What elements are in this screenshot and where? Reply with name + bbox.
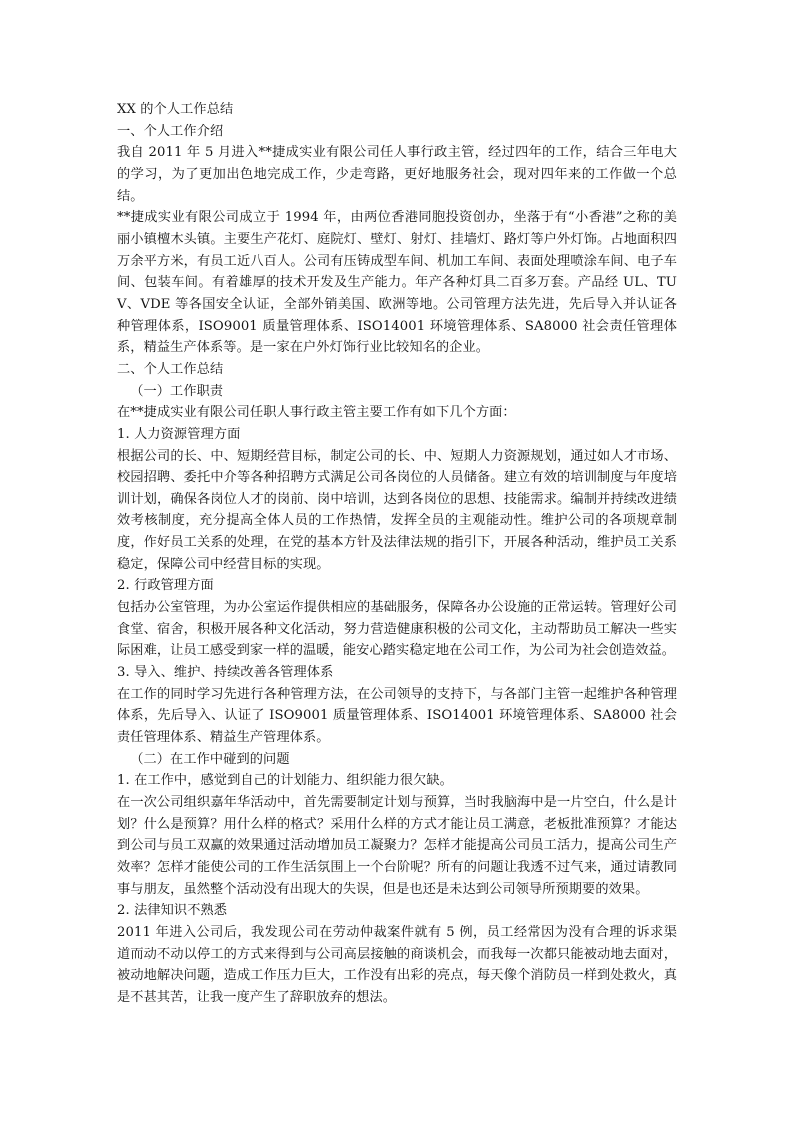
list-heading-administration: 2. 行政管理方面: [117, 578, 214, 594]
list-heading-human-resources: 1. 人力资源管理方面: [117, 426, 241, 442]
document-text-body: [117, 99, 677, 1009]
paragraph-problem-legal: 2011 年进入公司后，我发现公司在劳动仲裁案件就有 5 例，员工经常因为没有合理的诉求渠道而动不动以停工的方式来得到与公司高层接触的商谈机会，而我每一次都只能被动地去面对，被动地解决问题，造成工作压力巨大，工作没有出彩的亮点，每天像个消防员一样到处救火，真是不甚其苦，让我一度产生了辞职放弃的想法。: [117, 924, 677, 1005]
list-heading-problem-planning: 1. 在工作中，感觉到自己的计划能力、组织能力很欠缺。: [117, 773, 453, 789]
paragraph-problem-planning: 在一次公司组织嘉年华活动中，首先需要制定计划与预算，当时我脑海中是一片空白，什么是计划？什么是预算？用什么样的格式？采用什么样的方式才能让员工满意，老板批准预算？才能达到公司与员工双赢的效果通过活动增加员工凝聚力？怎样才能提高公司员工活力，提高公司生产效率？怎样才能使公司的工作生活氛围上一个台阶呢？所有的问题让我透不过气来，通过请教同事与朋友，虽然整个活动没有出现大的失误，但是也还是未达到公司领导所预期要的效果。: [117, 795, 677, 897]
subsection-heading-job-duties: （一）工作职责: [130, 383, 224, 399]
paragraph-administration: 包括办公室管理，为办公室运作提供相应的基础服务，保障各办公设施的正常运转。管理好公司食堂、宿舍，积极开展各种文化活动，努力营造健康积极的公司文化，主动帮助员工解决一些实际困难，让员工感受到家一样的温暖，能安心踏实稳定地在公司工作，为公司为社会创造效益。: [117, 600, 677, 659]
paragraph-management-systems: 在工作的同时学习先进行各种管理方法，在公司领导的支持下，与各部门主管一起维护各种管理体系，先后导入、认证了 ISO9001 质量管理体系、ISO14001 环境管理体系、SA8000 社会责任管理体系、精益生产管理体系。: [117, 686, 677, 746]
document-title: XX 的个人工作总结: [117, 102, 234, 117]
section-heading-two: 二、个人工作总结: [117, 361, 224, 377]
paragraph-company-profile: **捷成实业有限公司成立于 1994 年，由两位香港同胞投资创办，坐落于有“小香港”之称的美丽小镇檀木头镇。主要生产花灯、庭院灯、壁灯、射灯、挂墙灯、路灯等户外灯饰。占地面积四万余平方米，有员工近八百人。公司有压铸成型车间、机加工车间、表面处理喷涂车间、电子车间、包装车间。有着雄厚的技术开发及生产能力。年产各种灯具二百多万套。产品经 UL、TUV、VDE 等各国安全认证，全部外销美国、欧洲等地。公司管理方法先进，先后导入并认证各种管理体系，ISO9001 质量管理体系、ISO14001 环境管理体系、SA8000 社会责任管理体系，精益生产体系等。是一家在户外灯饰行业比较知名的企业。: [117, 210, 677, 356]
list-heading-management-systems: 3. 导入、维护、持续改善各管理体系: [117, 665, 334, 681]
section-heading-one: 一、个人工作介绍: [117, 123, 224, 139]
paragraph-introduction: 我自 2011 年 5 月进入**捷成实业有限公司任人事行政主管，经过四年的工作，结合三年电大的学习，为了更加出色地完成工作，少走弯路，更好地服务社会，现对四年来的工作做一个总结。: [117, 145, 677, 204]
paragraph-human-resources: 根据公司的长、中、短期经营目标，制定公司的长、中、短期人力资源规划，通过如人才市场、校园招聘、委托中介等各种招聘方式满足公司各岗位的人员储备。建立有效的培训制度与年度培训计划，确保各岗位人才的岗前、岗中培训，达到各岗位的思想、技能需求。编制并持续改进绩效考核制度，充分提高全体人员的工作热情，发挥全员的主观能动性。维护公司的各项规章制度，作好员工关系的处理，在党的基本方针及法律法规的指引下，开展各种活动，维护员工关系稳定，保障公司中经营目标的实现。: [117, 448, 677, 572]
subsection-heading-problems: （二）在工作中碰到的问题: [130, 751, 290, 767]
paragraph-duties-lead-in: 在**捷成实业有限公司任职人事行政主管主要工作有如下几个方面：: [117, 405, 516, 421]
list-heading-problem-legal: 2. 法律知识不熟悉: [117, 903, 228, 919]
